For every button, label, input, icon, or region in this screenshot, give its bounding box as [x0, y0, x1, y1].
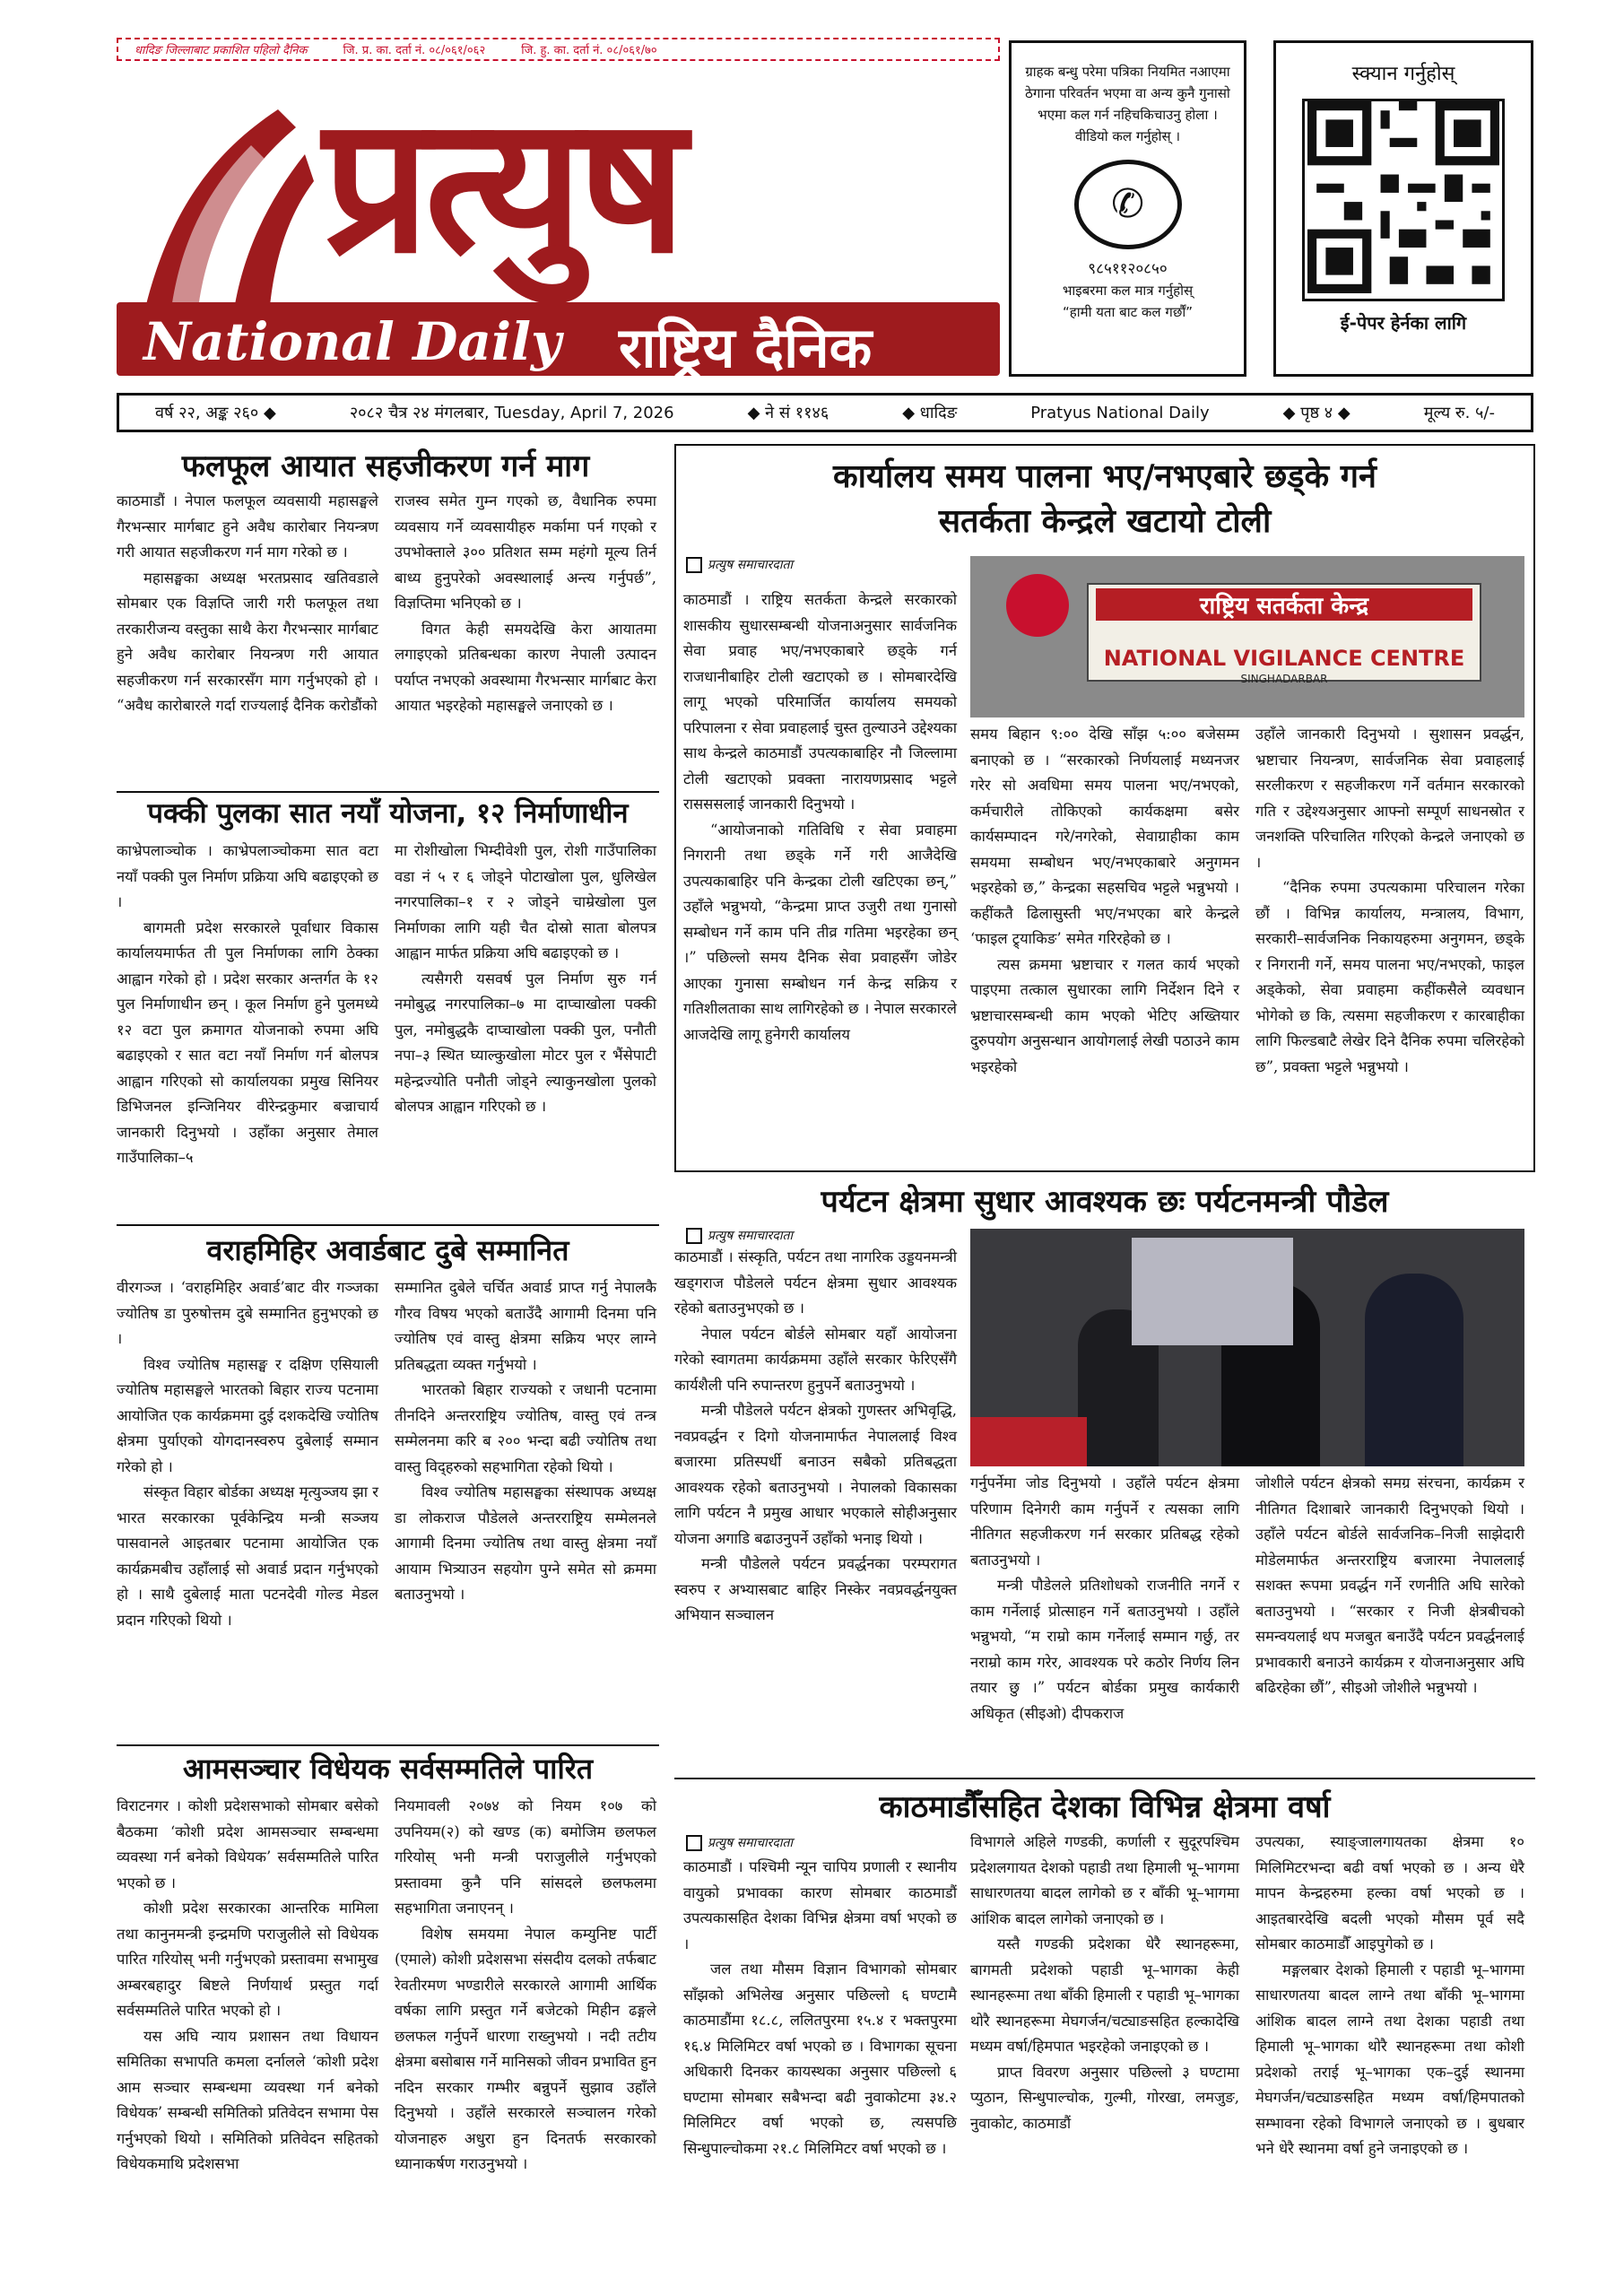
paragraph: राजस्व समेत गुम्न गएको छ, वैधानिक रुपमा व्यवसाय गर्ने व्यवसायीहरु मर्कामा पर्न गएको र उपभोक्ताले ३०० प्रतिशत सम्म महंगो मूल्य तिर्न बाध्य हुनुपरेको अवस्थालाई अन्त्य गर्नुपर्छ”, विज्ञप्तिमा भनिएको छ । [395, 492, 656, 612]
photo-red-stripe [970, 1417, 1087, 1466]
tourism-photo [970, 1229, 1524, 1466]
logo-wordmark: प्रत्युष [323, 75, 682, 295]
rain-col-1 [683, 1855, 957, 2161]
rain-byline [686, 1834, 793, 1851]
divider [117, 791, 659, 793]
paragraph: विश्व ज्योतिष महासङ्घ र दक्षिण एसियाली ज्योतिष महासङ्घले भारतको बिहार राज्य पटनामा आयोजित एक कार्यक्रममा दुई दशकदेखि ज्योतिष क्षेत्रमा पुर्याएको योगदानस्वरुप दुबेलाई सम्मान गरेको हो । [117, 1355, 378, 1475]
qr-code-icon[interactable] [1302, 99, 1505, 301]
bill-col-1 [117, 1794, 378, 2178]
byline-text: प्रत्युष समाचारदाता [708, 1836, 794, 1850]
brand: Pratyus National Daily [1030, 403, 1210, 422]
paragraph: नेपाल पर्यटन बोर्डले सोमबार यहाँ आयोजना गरेको स्वागतमा कार्यक्रममा उहाँले सरकार फेरिएसँगै कार्यशैली पनि रुपान्तरण हुनुपर्ने बताउनुभयो । [674, 1325, 957, 1394]
logo-english: National Daily [143, 311, 561, 372]
photo-sign-text-en: NATIONAL VIGILANCE CENTRE [1103, 646, 1465, 671]
photo-person-3 [1365, 1274, 1463, 1466]
paragraph: विशेष समयमा नेपाल कम्युनिष्ट पार्टी (एमाले) कोशी प्रदेशसभा संसदीय दलको तर्फबाट रेवतीरमण भण्डारीले सरकारले आगामी आर्थिक वर्षका लागि प्रस्तुत गर्ने बजेटको मिहीन ढङ्गले छलफल गर्नुपर्ने धारणा राख्नुभयो । नदी तटीय क्षेत्रमा बसोबास गर्ने मानिसको जीवन प्रभावित हुन नदिन सरकार गम्भीर बन्नुपर्ने सुझाव उहाँले दिनुभयो । उहाँले सरकारले सञ्चालन गरेको योजनाहरु अधुरा हुन दिनतर्फ सरकारको ध्यानाकर्षण गराउनुभयो । [395, 1925, 656, 2172]
bill-col-2 [395, 1794, 656, 2178]
phone-quote: “हामी यता बाट कल गर्छौं” [1062, 304, 1193, 320]
paragraph: “आयोजनाको गतिविधि र सेवा प्रवाहमा निगरानी तथा छड्के गर्ने गरी आजैदेखि उपत्यकाबाहिर पनि केन्द्रका टोली खटिएका छन्,” उहाँले भन्नुभयो, “केन्द्रमा प्राप्त उजुरी तथा गुनासो सम्बोधन गर्ने काम पनि तीव्र गतिमा भइरहेका छन् ।” पछिल्लो समय दैनिक सेवा प्रवाहसँग जोडेर आएका गुनासा सम्बोधन गर्न केन्द्र सक्रिय र गतिशीलताका साथ लागिरहेको छ । नेपाल सरकारले आजदेखि लागू हुनेगरी कार्यालय [683, 821, 957, 1043]
paragraph: काठमाडौं । संस्कृति, पर्यटन तथा नागरिक उड्डयनमन्त्री खड्गराज पौडेलले पर्यटन क्षेत्रमा सुधार आवश्यक रहेको बताउनुभएको छ । [674, 1248, 957, 1317]
headline-bill: आमसञ्चार विधेयक सर्वसम्मतिले पारित [182, 1752, 594, 1786]
headline-award: वराहमिहिर अवार्डबाट दुबे सम्मानित [206, 1233, 569, 1267]
nepal-sambat: ◆ ने सं ११४६ [747, 404, 829, 422]
paragraph: त्यसैगरी यसवर्ष पुल निर्माण सुरु गर्न नमोबुद्ध नगरपालिका–७ मा दाप्चाखोला पक्की पुल, नमोबुद्धकै दाप्चाखोला पक्की पुल, पनौती नपा–३ स्थित घ्याल्कुखोला मोटर पुल र भैंसेपाटी महेन्द्रज्योति पनौती जोड्ने ल्याकुनखोला पुलको बोलपत्र आह्वान गरिएको छ । [395, 970, 656, 1115]
paragraph: मङ्गलबार देशको हिमाली र पहाडी भू–भागमा साधारणतया बादल लाग्ने तथा बाँकी भू–भागमा आंशिक बादल लाग्ने तथा देशका पहाडी तथा हिमाली भू–भागका थोरै स्थानहरूमा तथा कोशी प्रदेशको तराई भू–भागका एक–दुई स्थानमा मेघगर्जन/चट्याङसहित मध्यम वर्षा/हिमपातको सम्भावना रहेको विभागले जनाएको छ । बुधबार भने धेरै स्थानमा वर्षा हुने जनाइएको छ । [1255, 1961, 1524, 2157]
qr-box [1273, 40, 1533, 377]
paragraph: काभ्रेपलाञ्चोक । काभ्रेपलाञ्चोकमा सात वटा नयाँ पक्की पुल निर्माण प्रक्रिया अघि बढाइएको छ । [117, 842, 378, 910]
divider [674, 1778, 1535, 1779]
photo-banner [1132, 1238, 1293, 1345]
award-col-2 [395, 1275, 656, 1608]
photo-sign-text-np: राष्ट्रिय सतर्कता केन्द्र [1096, 588, 1472, 621]
price: मूल्य रु. ५/- [1423, 404, 1495, 422]
headline-rain: काठमाडौँसहित देशका विभिन्न क्षेत्रमा वर्षा [879, 1789, 1331, 1825]
paragraph: विभागले अहिले गण्डकी, कर्णाली र सुदूरपश्चिम प्रदेशलगायत देशको पहाडी तथा हिमाली भू–भागमा साधारणतया बादल लागेको छ र बाँकी भू–भागमा आंशिक बादल लागेको जनाएको छ । [970, 1833, 1239, 1927]
paragraph: विराटनगर । कोशी प्रदेशसभाको सोमबार बसेको बैठकमा ‘कोशी प्रदेश आमसञ्चार सम्बन्धमा व्यवस्था गर्न बनेको विधेयक’ सर्वसम्मतिले पारित भएको छ । [117, 1797, 378, 1892]
masthead-strip [117, 38, 1000, 61]
fruit-col-2 [395, 489, 656, 719]
paragraph: विश्व ज्योतिष महासङ्घका संस्थापक अध्यक्ष डा लोकराज पौडेलले अन्तरराष्ट्रिय सम्मेलनले आगामी दिनमा ज्योतिष तथा वास्तु क्षेत्रमा नयाँ आयाम भित्र्याउन सहयोग पुग्ने समेत सो क्रममा बताउनुभयो । [395, 1483, 656, 1603]
paragraph: भारतको बिहार राज्यको र जधानी पटनामा तीनदिने अन्तरराष्ट्रिय ज्योतिष, वास्तु एवं तन्त्र सम्मेलनमा करि ब २०० भन्दा बढी ज्योतिष तथा वास्तु विद्हरुको सहभागिता रहेको थियो । [395, 1381, 656, 1475]
paragraph: काठमाडौं । राष्ट्रिय सतर्कता केन्द्रले सरकारको शासकीय सुधारसम्बन्धी योजनाअनुसार सार्वजनिक सेवा प्रवाह भए/नभएकाबारे छड्के गर्न राजधानीबाहिर टोली खटाएको छ । सोमबारदेखि लागू भएको परिमार्जित कार्यालय समयको परिपालना र सेवा प्रवाहलाई चुस्त तुल्याउने उद्देश्यका साथ केन्द्रले काठमाडौं उपत्यकाबाहिर नौ जिल्लामा टोली खटाएको प्रवक्ता नारायणप्रसाद भट्टले रासससलाई जानकारी दिनुभयो । [683, 591, 957, 813]
scan-footer: ई-पेपर हेर्नका लागि [1340, 312, 1467, 334]
paragraph: मन्त्री पौडेलले प्रतिशोधको राजनीति नगर्ने र काम गर्नेलाई प्रोत्साहन गर्ने बताउनुभयो । उहाँले भन्नुभयो, “म राम्रो काम गर्नेलाई सम्मान गर्छु, तर नराम्रो काम गरेर, आवश्यक परे कठोर निर्णय लिन तयार छु ।” पर्यटन बोर्डका प्रमुख कार्यकारी अधिकृत (सीइओ) दीपकराज [970, 1577, 1239, 1722]
vigilance-photo [970, 556, 1524, 718]
paragraph: मा रोशीखोला भिम्दीवेशी पुल, रोशी गाउँपालिका वडा नं ५ र ६ जोड्ने पोटाखोला पुल, धुलिखेल नगरपालिका–१ र २ जोड्ने चाम्रेखोला पुल निर्माणका लागि यही चैत दोस्रो साता बोलपत्र आह्वान मार्फत प्रक्रिया अघि बढाइएको छ । [395, 842, 656, 961]
bridge-col-2 [395, 839, 656, 1120]
headline-fruit: फलफूल आयात सहजीकरण गर्न माग [181, 448, 590, 484]
bridge-col-1 [117, 839, 378, 1171]
issue-info-bar [117, 393, 1533, 432]
paragraph: उपत्यका, स्याङ्जालगायतका क्षेत्रमा १० मिलिमिटरभन्दा बढी वर्षा भएको छ । अन्य धेरै मापन केन्द्रहरुमा हल्का वर्षा भएको छ । आइतबारदेखि बदली भएको मौसम पूर्व सदै सोमबार काठमाडौँ आइपुगेको छ । [1255, 1833, 1524, 1952]
notice-text: ग्राहक बन्धु परेमा पत्रिका नियमित नआएमा ठेगाना परिवर्तन भएमा वा अन्य कुनै गुनासो भएमा कल गर्न नहिचकिचाउनु होला । वीडियो कल गर्नुहोस् । [1025, 64, 1230, 144]
byline-square-icon [686, 557, 702, 573]
tourism-byline [686, 1227, 793, 1244]
phone-note: भाइबरमा कल मात्र गर्नुहोस् [1062, 283, 1194, 299]
paragraph: कोशी प्रदेश सरकारका आन्तरिक मामिला तथा कानुनमन्त्री इन्द्रमणि पराजुलीले सो विधेयक पारित गरियोस् भनी गर्नुभएको प्रस्तावमा सभामुख अम्बरबहादुर बिष्टले निर्णयार्थ प्रस्तुत गर्दा सर्वसम्मतिले पारित भएको हो । [117, 1900, 378, 2019]
date: २०८२ चैत्र २४ मंगलबार, Tuesday, April 7, 2026 [349, 404, 674, 422]
paragraph: “दैनिक रुपमा उपत्यकामा परिचालन गरेका छौं । विभिन्न कार्यालय, मन्त्रालय, विभाग, सरकारी–सार्वजनिक निकायहरुमा अनुगमन, छड्के र निगरानी गर्ने, समय पालना भए/नभएको, फाइल अड्केको, सेवा प्रवाहमा कहींकसैले व्यवधान भोगेको छ कि, त्यसमा सहजीकरण र कारबाहीका लागि फिल्डबाटै लेखेर दिने दैनिक रुपमा चलिरहेको छ”, प्रवक्ता भट्टले भन्नुभयो । [1255, 879, 1524, 1075]
byline-text: प्रत्युष समाचारदाता [708, 1229, 794, 1243]
paragraph: जल तथा मौसम विज्ञान विभागको सोमबार साँझको अभिलेख अनुसार पछिल्लो ६ घण्टामै काठमाडौंमा १८.८, ललितपुरमा १५.४ र भक्तपुरमा १६.४ मिलिमिटर वर्षा भएको छ । विभागका सूचना अधिकारी दिनकर कायस्थका अनुसार पछिल्लो ६ घण्टामा सोमबार सबैभन्दा बढी नुवाकोटमा ३४.२ मिलिमिटर वर्षा भएको छ, त्यसपछि सिन्धुपाल्चोकमा २१.८ मिलिमिटर वर्षा भएको छ । [683, 1961, 957, 2157]
byline-square-icon [686, 1228, 702, 1244]
vigilance-col-2 [970, 722, 1239, 1080]
scan-title: स्क्यान गर्नुहोस् [1351, 63, 1455, 85]
paragraph: यस अघि न्याय प्रशासन तथा विधायन समितिका सभापति कमला दर्नालले ‘कोशी प्रदेश आम सञ्चार सम्बन्धमा व्यवस्था गर्न बनेको विधेयक’ सम्बन्धी समितिको प्रतिवेदन सभामा पेस गर्नुभएको थियो । समितिको प्रतिवेदन सहितको विधेयकमाथि प्रदेशसभा [117, 2027, 378, 2172]
paragraph: उहाँले जानकारी दिनुभयो । सुशासन प्रवर्द्धन, भ्रष्टाचार नियन्त्रण, सार्वजनिक सेवा प्रवाहलाई सरलीकरण र सहजीकरण गर्ने वर्तमान सरकारको गति र उद्देश्यअनुसार आफ्नो सम्पूर्ण साधनस्रोत र जनशक्ति परिचालित गरिएको केन्द्रले जनाएको छ । [1255, 726, 1524, 871]
vigilance-byline [686, 556, 793, 573]
paragraph: महासङ्घका अध्यक्ष भरतप्रसाद खतिवडाले सोमबार एक विज्ञप्ति जारी गरी फलफूल तथा तरकारीजन्य वस्तुका साथै केरा गैरभन्सार मार्गबाट हुने अवैध कारोबार नियन्त्रण गरी आयात सहजीकरण गर्न सरकारसँग माग गर्नुभएको हो । “अवैध कारोबारले गर्दा राज्यलाई दैनिक करोडौंको [117, 569, 378, 714]
headline-vigilance-2: सतर्कता केन्द्रले खटायो टोली [938, 503, 1272, 540]
fruit-col-1 [117, 489, 378, 719]
photo-emblem [1006, 574, 1069, 637]
paragraph: बागमती प्रदेश सरकारले पूर्वाधार विकास कार्यालयमार्फत ती पुल निर्माणका लागि ठेक्का आह्वान गरेको हो । प्रदेश सरकार अन्तर्गत के १२ पुल निर्माणाधीन छन् । कूल निर्माण हुने पुलमध्ये १२ वटा पुल क्रमागत योजनाको रुपमा अघि बढाइएको र सात वटा नयाँ निर्माण गर्न बोलपत्र आह्वान गरिएको सो कार्यालयका प्रमुख सिनियर डिभिजनल इन्जिनियर वीरेन्द्रकुमार बज्राचार्य जानकारी दिनुभयो । उहाँका अनुसार तेमाल गाउँपालिका–५ [117, 918, 378, 1166]
headline-tourism: पर्यटन क्षेत्रमा सुधार आवश्यक छः पर्यटनमन्त्री पौडेल [821, 1184, 1389, 1220]
paragraph: वीरगञ्ज । ‘वराहमिहिर अवार्ड’बाट वीर गञ्जका ज्योतिष डा पुरुषोत्तम दुबे सम्मानित हुनुभएको छ । [117, 1279, 378, 1347]
paragraph: नियमावली २०७४ को नियम १०७ को उपनियम(२) को खण्ड (क) बमोजिम छलफल गरियोस् भनी मन्त्री पराजुलीले गर्नुभएको प्रस्तावमा कुनै पनि सांसदले छलफलमा सहभागिता जनाएनन् । [395, 1797, 656, 1917]
byline-text: प्रत्युष समाचारदाता [708, 558, 794, 572]
volume: वर्ष २२, अङ्क २६० ◆ [155, 404, 276, 422]
newspaper-logo [117, 74, 1000, 383]
paragraph: मन्त्री पौडेलले पर्यटन क्षेत्रको गुणस्तर अभिवृद्धि, नवप्रवर्द्धन र दिगो योजनामार्फत नेपाललाई विश्व बजारमा प्रतिस्पर्धी बनाउन सबैको प्रतिबद्धता आवश्यक रहेको बताउनुभयो । नेपालको विकासका लागि पर्यटन नै प्रमुख आधार भएकाले सोहीअनुसार योजना अगाडि बढाउनुपर्ने उहाँको भनाइ थियो । [674, 1402, 957, 1547]
page-number: ◆ पृष्ठ ४ ◆ [1282, 404, 1350, 422]
award-col-1 [117, 1275, 378, 1633]
place: ◆ धादिङ [902, 404, 958, 422]
paragraph: यस्तै गण्डकी प्रदेशका धेरै स्थानहरूमा, बागमती प्रदेशको पहाडी भू–भागका केही स्थानहरूमा तथा बाँकी हिमाली र पहाडी भू–भागका थोरै स्थानहरूमा मेघगर्जन/चट्याङसहित हल्कादेखि मध्यम वर्षा/हिमपात भइरहेको जनाइएको छ । [970, 1935, 1239, 2055]
phone-number: ९८५११२०८५० [1088, 260, 1168, 278]
divider [117, 1224, 659, 1226]
paragraph: संस्कृत विहार बोर्डका अध्यक्ष मृत्युञ्जय झा र भारत सरकारका पूर्वकेन्द्रिय मन्त्री सञ्जय पासवानले आइतबार पटनामा आयोजित एक कार्यक्रमबीच उहाँलाई सो अवार्ड प्रदान गर्नुभएको हो । साथै दुबेलाई माता पटनदेवी गोल्ड मेडल प्रदान गरिएको थियो । [117, 1483, 378, 1629]
paragraph: गर्नुपर्नेमा जोड दिनुभयो । उहाँले पर्यटन क्षेत्रमा परिणाम दिनेगरी काम गर्नुपर्ने र त्यसका लागि नीतिगत सहजीकरण गर्न सरकार प्रतिबद्ध रहेको बताउनुभयो । [970, 1474, 1239, 1569]
paragraph: विगत केही समयदेखि केरा आयातमा लगाइएको प्रतिबन्धका कारण नेपाली उत्पादन पर्याप्त नभएको अवस्थामा गैरभन्सार मार्गबाट केरा आयात भइरहेको महासङ्घले जनाएको छ । [395, 620, 656, 714]
subscriber-notice-box [1009, 40, 1246, 377]
vigilance-col-1 [683, 587, 957, 1048]
byline-square-icon [686, 1835, 702, 1851]
vigilance-col-3 [1255, 722, 1524, 1080]
strip-left: धादिङ जिल्लाबाट प्रकाशित पहिलो दैनिक [135, 44, 308, 57]
paragraph: त्यस क्रममा भ्रष्टाचार र गलत कार्य भएको पाइएमा तत्काल सुधारका लागि निर्देशन दिने र भ्रष्टाचारसम्बन्धी काम भएको भेटिए अख्तियार दुरुपयोग अनुसन्धान आयोगलाई लेखी पठाउने काम भइरहेको [970, 955, 1239, 1075]
paragraph: काठमाडौं । नेपाल फलफूल व्यवसायी महासङ्घले गैरभन्सार मार्गबाट हुने अवैध कारोबार नियन्त्रण गरी आयात सहजीकरण गर्न माग गरेको छ । [117, 492, 378, 561]
logo-nepali: राष्ट्रिय दैनिक [619, 315, 873, 380]
strip-right: जि. हु. का. दर्ता नं. ०८/०६१/७० [521, 44, 657, 57]
strip-mid: जि. प्र. का. दर्ता नं. ०८/०६१/०६२ [343, 44, 486, 57]
paragraph: काठमाडौं । पश्चिमी न्यून चापिय प्रणाली र स्थानीय वायुको प्रभावका कारण सोमबार काठमाडौं उपत्यकासहित देशका विभिन्न क्षेत्रमा वर्षा भएको छ । [683, 1858, 957, 1952]
photo-sign-text-place: SINGHADARBAR [1240, 673, 1328, 685]
paragraph: प्राप्त विवरण अनुसार पछिल्लो ३ घण्टामा प्युठान, सिन्धुपाल्चोक, गुल्मी, गोरखा, लमजुङ, नुवाकोट, काठमाडौं [970, 2063, 1239, 2132]
paragraph: समय बिहान ९:०० देखि साँझ ५:०० बजेसम्म बनाएको छ । “सरकारको निर्णयलाई मध्यनजर गरेर सो अवधिमा समय पालना भए/नभएको, कर्मचारीले तोकिएको कार्यकक्षमा बसेर कार्यसम्पादन गरे/नगरेको, सेवाग्राहीका काम समयमा सम्बोधन भए/नभएकाबारे अनुगमन भइरहेको छ,” केन्द्रका सहसचिव भट्टले भन्नुभयो । कहींकतै ढिलासुस्ती भए/नभएका बारे केन्द्रले ‘फाइल ट्र्याकिङ’ समेत गरिरहेको छ । [970, 726, 1239, 947]
paragraph: सम्मानित दुबेले चर्चित अवार्ड प्राप्त गर्नु नेपालकै गौरव विषय भएको बताउँदै आगामी दिनमा पनि ज्योतिष एवं वास्तु क्षेत्रमा सक्रिय भएर लाग्ने प्रतिबद्धता व्यक्त गर्नुभयो । [395, 1279, 656, 1373]
viber-phone-icon: ✆ [1074, 160, 1182, 249]
divider [117, 1744, 659, 1746]
rain-col-3 [1255, 1830, 1524, 2162]
paragraph: मन्त्री पौडेलले पर्यटन प्रवर्द्धनका परम्परागत स्वरुप र अभ्यासबाट बाहिर निस्केर नवप्रवर्द्धनयुक्त अभियान सञ्चालन [674, 1555, 957, 1623]
rain-col-2 [970, 1830, 1239, 2136]
tourism-col-3 [1255, 1471, 1524, 1701]
headline-vigilance-1: कार्यालय समय पालना भए/नभएबारे छड्के गर्न [833, 458, 1376, 495]
tourism-col-2 [970, 1471, 1239, 1726]
tourism-col-1 [674, 1245, 957, 1629]
headline-bridge: पक्की पुलका सात नयाँ योजना, १२ निर्माणाधीन [147, 797, 629, 830]
paragraph: जोशीले पर्यटन क्षेत्रको समग्र संरचना, कार्यक्रम र नीतिगत दिशाबारे जानकारी दिनुभएको थियो । उहाँले पर्यटन बोर्डले सार्वजनिक–निजी साझेदारी मोडेलमार्फत अन्तरराष्ट्रिय बजारमा नेपाललाई सशक्त रूपमा प्रवर्द्धन गर्ने रणनीति अघि सारेको बताउनुभयो । “सरकार र निजी क्षेत्रबीचको समन्वयलाई थप मजबुत बनाउँदै पर्यटन प्रवर्द्धनलाई प्रभावकारी बनाउने कार्यक्रम र योजनाअनुसार अघि बढिरहेका छौं”, सीइओ जोशीले भन्नुभयो । [1255, 1474, 1524, 1696]
